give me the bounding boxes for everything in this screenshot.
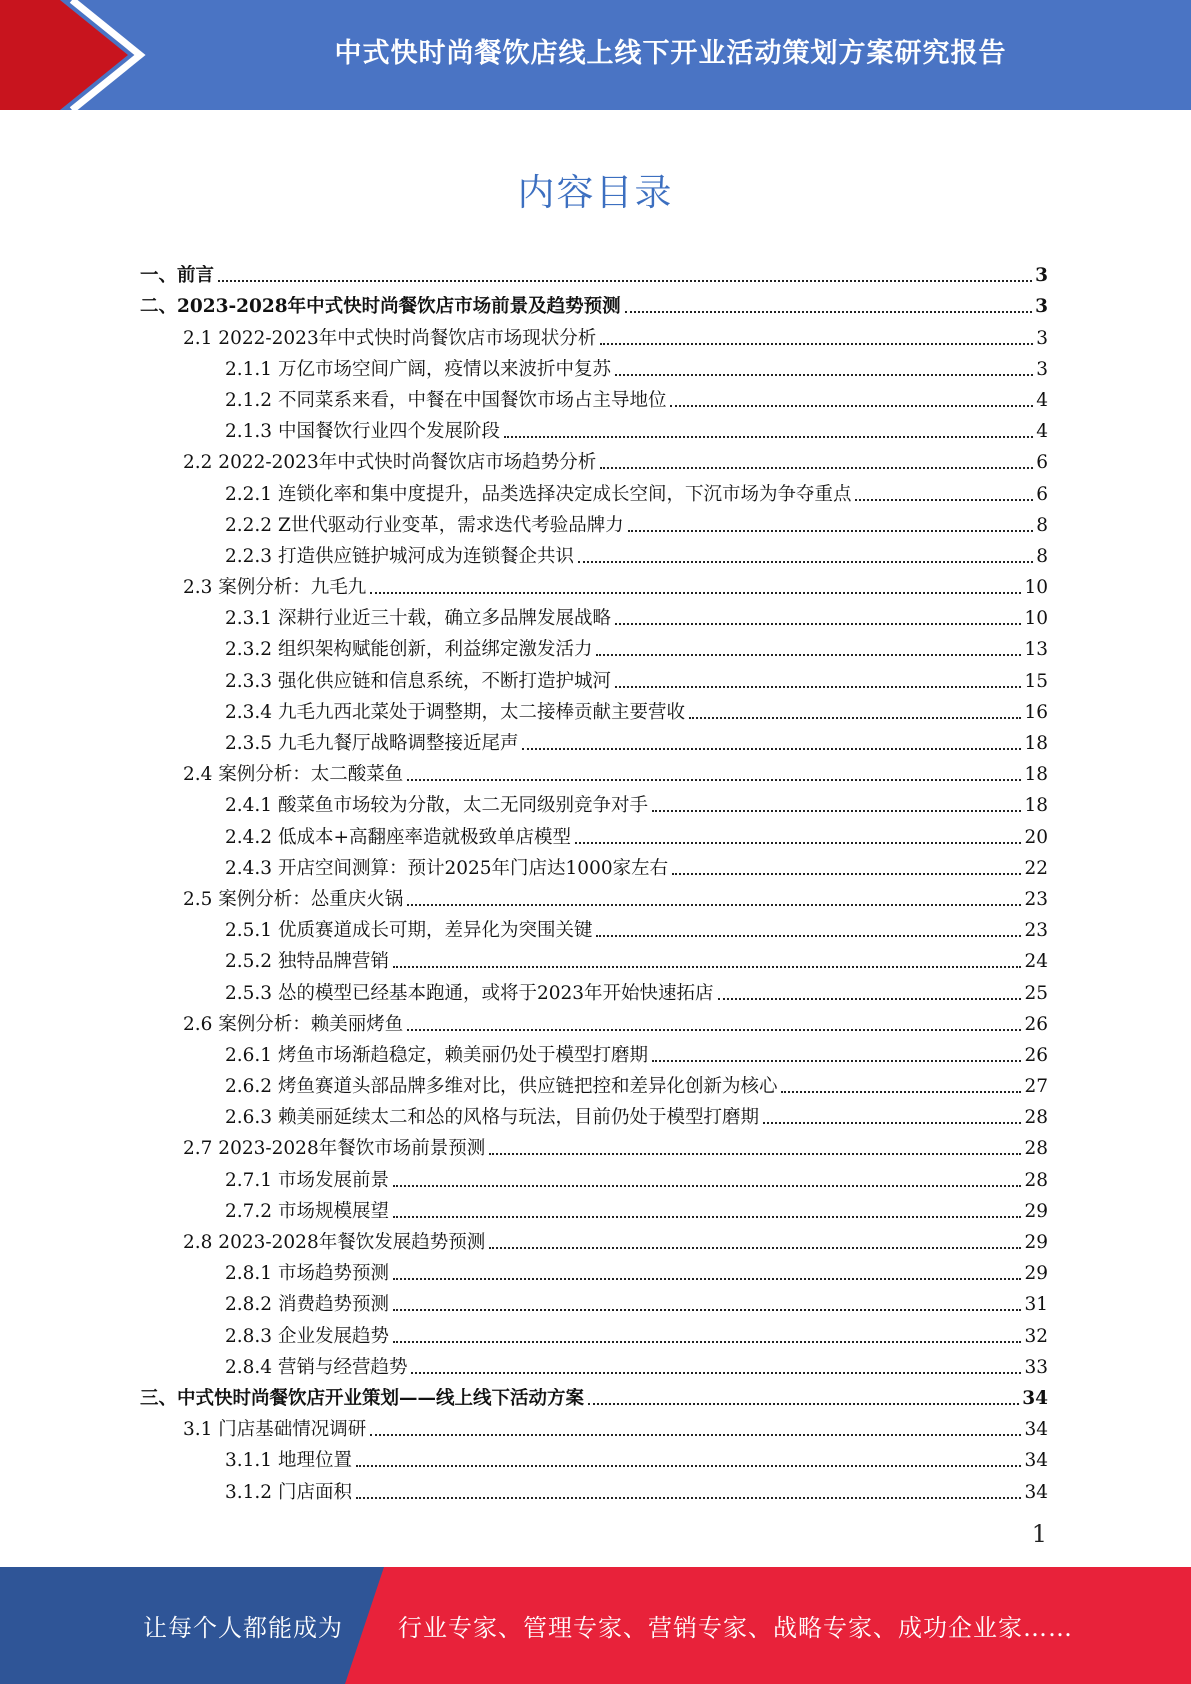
toc-entry-label: 2.2.3 打造供应链护城河成为连锁餐企共识 [225,545,574,567]
toc-entry[interactable] [140,599,1048,630]
toc-entry-page: 6 [1036,452,1048,474]
toc-entry-page: 29 [1024,1263,1048,1285]
dot-leader [356,1465,1022,1467]
toc-entry-label: 2.4.2 低成本+高翻座率造就极致单店模型 [225,826,571,848]
toc-entry-page: 20 [1024,826,1048,848]
toc-entry[interactable] [140,1348,1048,1379]
dot-leader [615,623,1021,625]
toc-entry[interactable] [140,381,1048,412]
toc-entry-page: 33 [1024,1356,1048,1378]
toc-entry-page: 31 [1024,1294,1048,1316]
toc-entry-label: 2.3.5 九毛九餐厅战略调整接近尾声 [225,733,519,754]
toc-entry-page: 24 [1024,951,1048,973]
toc-entry-page: 28 [1024,1138,1048,1160]
dot-leader [588,1403,1019,1405]
toc-entry[interactable] [140,350,1048,381]
dot-leader [489,1153,1021,1155]
toc-entry-label: 2.1.3 中国餐饮行业四个发展阶段 [225,421,500,443]
toc-entry-page: 25 [1024,982,1048,1004]
toc-entry-page: 34 [1024,1450,1048,1472]
toc-entry-page: 4 [1036,389,1048,411]
dot-leader [393,1216,1021,1218]
toc-entry-page: 28 [1024,1107,1048,1129]
dot-leader [407,1029,1021,1031]
toc-entry-label: 2.3 案例分析：九毛九 [183,577,367,599]
toc-entry[interactable] [140,693,1048,724]
toc-entry-label: 2.6.1 烤鱼市场渐趋稳定，赖美丽仍处于模型打磨期 [225,1044,648,1066]
dot-leader [393,966,1021,968]
toc-entry[interactable] [140,256,1048,287]
toc-entry[interactable] [140,911,1048,942]
toc-entry-page: 3 [1036,327,1048,349]
toc-entry-page: 10 [1024,577,1048,599]
toc-entry-page: 26 [1024,1013,1048,1035]
dot-leader [393,1185,1021,1187]
toc-entry-page: 4 [1036,421,1048,443]
page-footer [0,1567,1191,1684]
dot-leader [672,873,1021,875]
toc-entry[interactable] [140,1192,1048,1223]
toc-entry-label: 3.1 门店基础情况调研 [183,1419,367,1441]
toc-entry-page: 34 [1024,1481,1048,1503]
toc-entry[interactable] [140,817,1048,848]
toc-entry-label: 2.8.2 消费趋势预测 [225,1294,389,1316]
toc-entry-label: 2.1.1 万亿市场空间广阔，疫情以来波折中复苏 [225,358,611,380]
toc-entry[interactable] [140,1223,1048,1254]
toc-entry-label: 2.8.4 营销与经营趋势 [225,1356,408,1378]
dot-leader [596,654,1021,656]
toc-entry-label: 一、前言 [140,265,215,287]
toc-entry-label: 2.3.3 强化供应链和信息系统，不断打造护城河 [225,670,611,692]
dot-leader [575,842,1021,844]
toc-entry[interactable] [140,1285,1048,1316]
toc-entry[interactable] [140,506,1048,537]
toc-entry-label: 2.1.2 不同菜系来看，中餐在中国餐饮市场占主导地位 [225,389,667,411]
toc-entry-label: 二、2023-2028年中式快时尚餐饮店市场前景及趋势预测 [140,296,621,318]
toc-entry-label: 2.7.1 市场发展前景 [225,1169,389,1191]
toc-entry[interactable] [140,1379,1048,1410]
toc-entry-label: 2.4 案例分析：太二酸菜鱼 [183,764,404,786]
toc-entry-label: 2.5.2 独特品牌营销 [225,951,389,973]
toc-entry-label: 2.6.2 烤鱼赛道头部品牌多维对比，供应链把控和差异化创新为核心 [225,1076,778,1098]
toc-entry[interactable] [140,724,1048,755]
report-title: 中式快时尚餐饮店线上线下开业活动策划方案研究报告 [334,37,1007,69]
toc-entry[interactable] [140,1160,1048,1191]
dot-leader [393,1278,1021,1280]
toc-entry-label: 2.6 案例分析：赖美丽烤鱼 [183,1013,404,1035]
toc-entry[interactable] [140,880,1048,911]
dot-leader [628,530,1033,532]
toc-entry-page: 23 [1024,888,1048,910]
toc-entry-page: 34 [1022,1387,1048,1409]
toc-entry[interactable] [140,412,1048,443]
toc-entry[interactable] [140,661,1048,692]
toc-entry[interactable] [140,942,1048,973]
toc-entry-label: 2.1 2022-2023年中式快时尚餐饮店市场现状分析 [183,327,597,349]
toc-entry-page: 18 [1024,795,1048,817]
toc-entry[interactable] [140,630,1048,661]
toc-entry-label: 2.2.1 连锁化率和集中度提升，品类选择决定成长空间，下沉市场为争夺重点 [225,483,852,505]
dot-leader [615,374,1033,376]
toc-entry-label: 2.7.2 市场规模展望 [225,1200,389,1222]
toc-entry-label: 三、中式快时尚餐饮店开业策划——线上线下活动方案 [140,1387,585,1409]
dot-leader [625,311,1032,313]
toc-entry-page: 13 [1024,639,1048,661]
dot-leader [600,343,1033,345]
toc-entry[interactable] [140,1005,1048,1036]
dot-leader [407,904,1021,906]
page-number: 1 [1031,1520,1047,1548]
toc-entry-page: 18 [1024,764,1048,786]
toc-entry-page: 10 [1024,608,1048,630]
toc-entry-page: 6 [1036,483,1048,505]
dot-leader [718,998,1022,1000]
toc-entry[interactable] [140,786,1048,817]
toc-entry-page: 8 [1036,514,1048,536]
header-chevron-decoration [0,0,160,110]
page-header [0,0,1191,110]
dot-leader [393,1309,1021,1311]
toc-entry[interactable] [140,1098,1048,1129]
dot-leader [670,405,1033,407]
toc-entry[interactable] [140,568,1048,599]
toc-entry[interactable] [140,1472,1048,1503]
toc-entry-page: 26 [1024,1044,1048,1066]
dot-leader [393,1341,1021,1343]
toc-entry[interactable] [140,973,1048,1004]
footer-slogan-right: 行业专家、管理专家、营销专家、战略专家、成功企业家…… [398,1614,1073,1642]
toc-entry[interactable] [140,474,1048,505]
toc-entry-page: 34 [1024,1419,1048,1441]
toc-entry[interactable] [140,1316,1048,1347]
dot-leader [218,280,1032,282]
toc-entry-page: 8 [1036,545,1048,567]
toc-entry-page: 3 [1035,265,1048,287]
dot-leader [522,748,1021,750]
toc-entry[interactable] [140,287,1048,318]
dot-leader [689,717,1021,719]
toc-entry-label: 2.5 案例分析：怂重庆火锅 [183,888,404,910]
dot-leader [652,1060,1021,1062]
toc-entry[interactable] [140,849,1048,880]
toc-entry[interactable] [140,1067,1048,1098]
dot-leader [781,1091,1021,1093]
dot-leader [411,1372,1021,1374]
toc-entry-label: 2.4.3 开店空间测算：预计2025年门店达1000家左右 [225,857,669,879]
toc-entry[interactable] [140,1410,1048,1441]
toc-entry-page: 27 [1024,1076,1048,1098]
dot-leader [370,1434,1021,1436]
toc-entry-label: 2.3.1 深耕行业近三十载，确立多品牌发展战略 [225,608,611,630]
dot-leader [763,1122,1021,1124]
toc-entry-label: 2.6.3 赖美丽延续太二和怂的风格与玩法，目前仍处于模型打磨期 [225,1107,759,1129]
toc-entry[interactable] [140,537,1048,568]
table-of-contents [140,256,1048,1504]
toc-entry-label: 2.8.1 市场趋势预测 [225,1263,389,1285]
dot-leader [600,467,1033,469]
toc-entry-label: 3.1.2 门店面积 [225,1481,352,1503]
toc-entry-label: 3.1.1 地理位置 [225,1450,352,1472]
toc-entry-label: 2.8 2023-2028年餐饮发展趋势预测 [183,1232,486,1253]
toc-entry-page: 18 [1024,733,1048,754]
toc-entry[interactable] [140,443,1048,474]
toc-entry-label: 2.4.1 酸菜鱼市场较为分散，太二无同级别竞争对手 [225,795,648,817]
toc-entry-label: 2.2 2022-2023年中式快时尚餐饮店市场趋势分析 [183,452,597,474]
dot-leader [504,436,1033,438]
dot-leader [578,561,1033,563]
dot-leader [596,935,1021,937]
toc-entry-page: 3 [1036,358,1048,380]
toc-entry-page: 15 [1024,670,1048,692]
footer-slogan-left: 让每个人都能成为 [143,1614,343,1642]
toc-entry-page: 28 [1024,1169,1048,1191]
toc-entry-page: 23 [1024,920,1048,942]
toc-entry-page: 29 [1024,1200,1048,1222]
toc-heading: 内容目录 [517,171,674,214]
dot-leader [407,779,1021,781]
toc-entry-label: 2.3.4 九毛九西北菜处于调整期，太二接棒贡献主要营收 [225,701,685,723]
toc-entry[interactable] [140,755,1048,786]
toc-entry-page: 16 [1024,701,1048,723]
toc-entry-label: 2.3.2 组织架构赋能创新，利益绑定激发活力 [225,639,593,661]
dot-leader [370,592,1021,594]
toc-entry-label: 2.7 2023-2028年餐饮市场前景预测 [183,1138,486,1160]
dot-leader [855,499,1033,501]
toc-entry-label: 2.8.3 企业发展趋势 [225,1325,389,1347]
toc-entry-page: 22 [1024,857,1048,879]
toc-entry[interactable] [140,1129,1048,1160]
toc-entry-page: 32 [1024,1325,1048,1347]
toc-entry[interactable] [140,1036,1048,1067]
dot-leader [356,1497,1022,1499]
toc-entry-label: 2.2.2 Z世代驱动行业变革，需求迭代考验品牌力 [225,514,624,536]
toc-entry[interactable] [140,1441,1048,1472]
toc-entry-label: 2.5.1 优质赛道成长可期，差异化为突围关键 [225,920,593,942]
toc-entry-page: 29 [1024,1232,1048,1253]
toc-entry-label: 2.5.3 怂的模型已经基本跑通，或将于2023年开始快速拓店 [225,982,714,1004]
dot-leader [489,1247,1021,1249]
toc-entry[interactable] [140,318,1048,349]
toc-entry-page: 3 [1035,296,1048,318]
toc-entry[interactable] [140,1254,1048,1285]
dot-leader [615,686,1021,688]
dot-leader [652,810,1021,812]
